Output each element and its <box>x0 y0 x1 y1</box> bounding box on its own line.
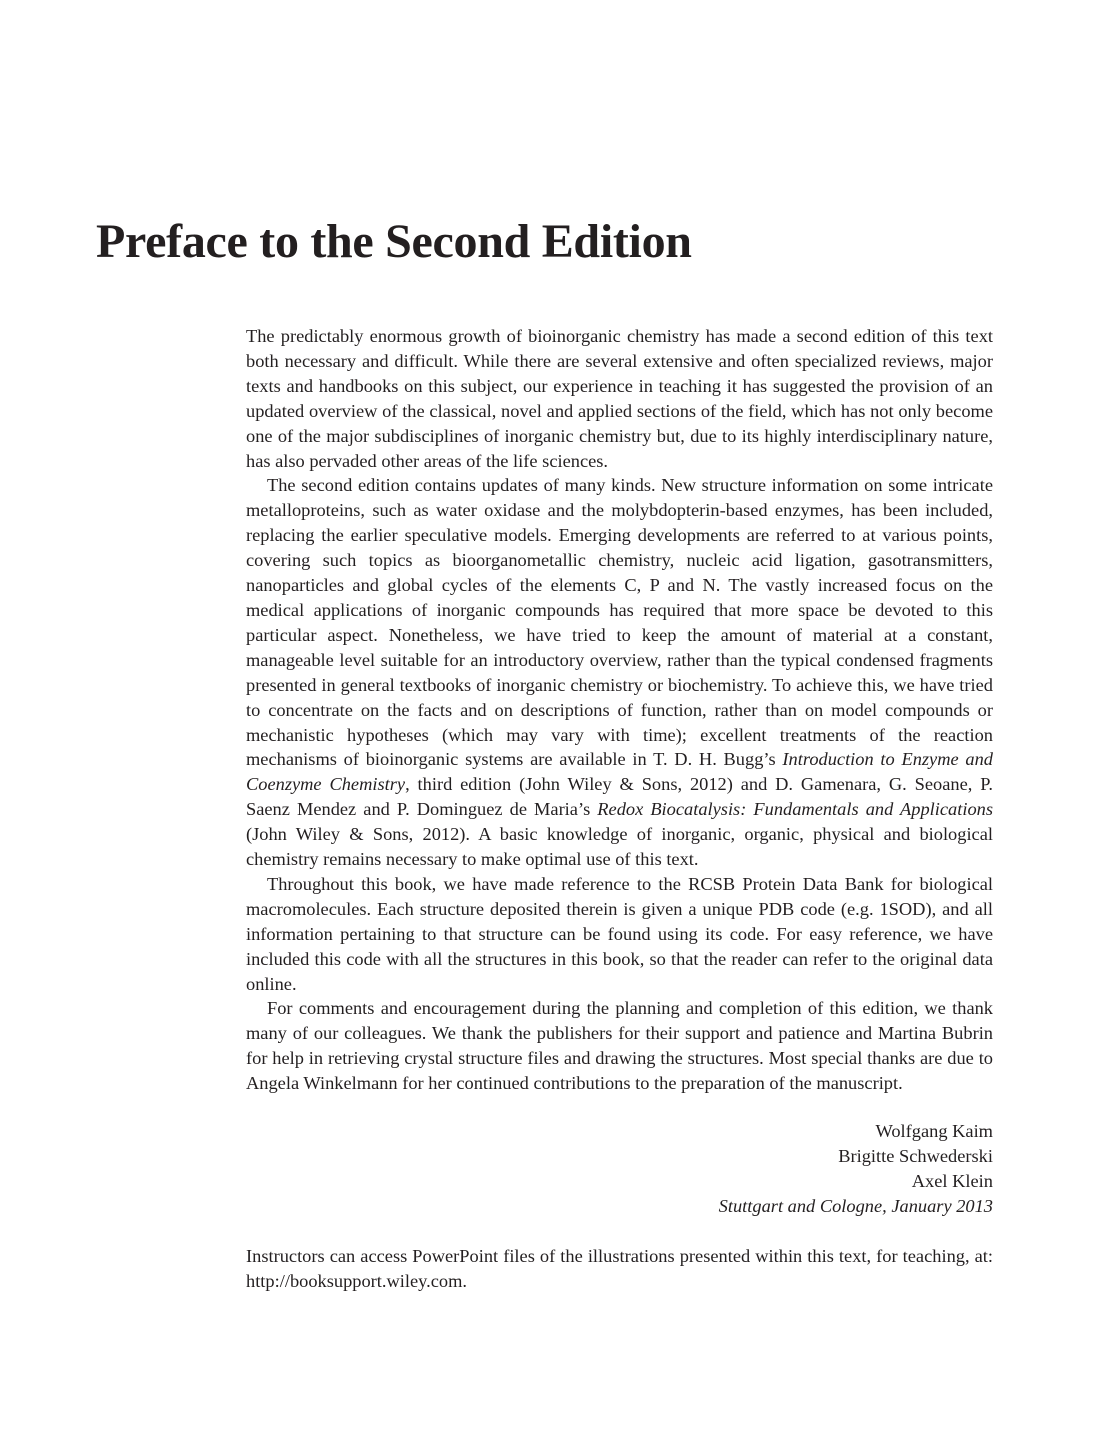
book-title-bugg: Introduction to Enzyme and Coenzyme Chemistry <box>246 749 993 795</box>
place-and-date: Stuttgart and Cologne, January 2013 <box>718 1195 993 1216</box>
author-name: Brigitte Schwederski <box>838 1146 993 1166</box>
page-title: Preface to the Second Edition <box>96 215 692 268</box>
paragraph-2-text-a: The second edition contains updates of many kinds. New structure information on some intricate metalloproteins, such as water oxidase and the molybdopterin-based enzymes, has been included, replacing the earlier speculative models. Emerging developments are referred to at various points, covering such topics as bioorganometallic chemistry, nucleic acid ligation, gasotransmitters, nanoparticles and global cycles of the elements C, P and N. The vastly increased focus on the medical applications of inorganic compounds has required that more space be devoted to this particular aspect. Nonetheless, we have tried to keep the amount of material at a constant, manageable level suitable for an introductory overview, rather than the typical condensed fragments presented in general textbooks of inorganic chemistry or biochemistry. To achieve this, we have tried to concentrate on the facts and on descriptions of function, rather than on model compounds or mechanistic hypotheses (which may vary with time); excellent treatments of the reaction mechanisms of bioinorganic systems are available in T. D. H. Bugg’s <box>246 475 993 770</box>
paragraph-2-text-c: (John Wiley & Sons, 2012). A basic knowledge of inorganic, organic, physical and biological chemistry remains necessary to make optimal use of this text. <box>246 824 993 870</box>
author-name: Wolfgang Kaim <box>875 1121 993 1142</box>
preface-body <box>246 324 993 1294</box>
paragraph-4: For comments and encouragement during the planning and completion of this edition, we thank many of our colleagues. We thank the publishers for their support and patience and Martina Bubrin for help in retrieving crystal structure files and drawing the structures. Most special thanks are due to Angela Winkelmann for her continued contributions to the preparation of the manuscript. <box>246 998 993 1094</box>
paragraph-3: Throughout this book, we have made reference to the RCSB Protein Data Bank for biological macromolecules. Each structure deposited therein is given a unique PDB code (e.g. 1SOD), and all information pertaining to that structure can be found using its code. For easy reference, we have included this code with all the structures in this book, so that the reader can refer to the original data online. <box>246 873 993 994</box>
paragraph-2 <box>246 473 993 872</box>
signature-block <box>246 1119 993 1219</box>
paragraph-1: The predictably enormous growth of bioinorganic chemistry has made a second edition of this text both necessary and difficult. While there are several extensive and often specialized reviews, major texts and handbooks on this subject, our experience in teaching it has suggested the provision of an updated overview of the classical, novel and applied sections of the field, which has not only become one of the major subdisciplines of inorganic chemistry but, due to its highly interdisciplinary nature, has also pervaded other areas of the life sciences. <box>246 326 993 471</box>
paragraph-2-text-b: , third edition (John Wiley & Sons, 2012) and D. Gamenara, G. Seoane, P. Saenz Mendez and P. Dominguez de Maria’s <box>246 774 993 820</box>
author-name: Axel Klein <box>911 1170 993 1191</box>
book-title-redox-biocatalysis: Redox Biocatalysis: Fundamentals and Applications <box>597 799 993 820</box>
instructors-note: Instructors can access PowerPoint files of the illustrations presented within this text, for teaching, at: http://booksupport.wiley.com. <box>246 1245 993 1291</box>
